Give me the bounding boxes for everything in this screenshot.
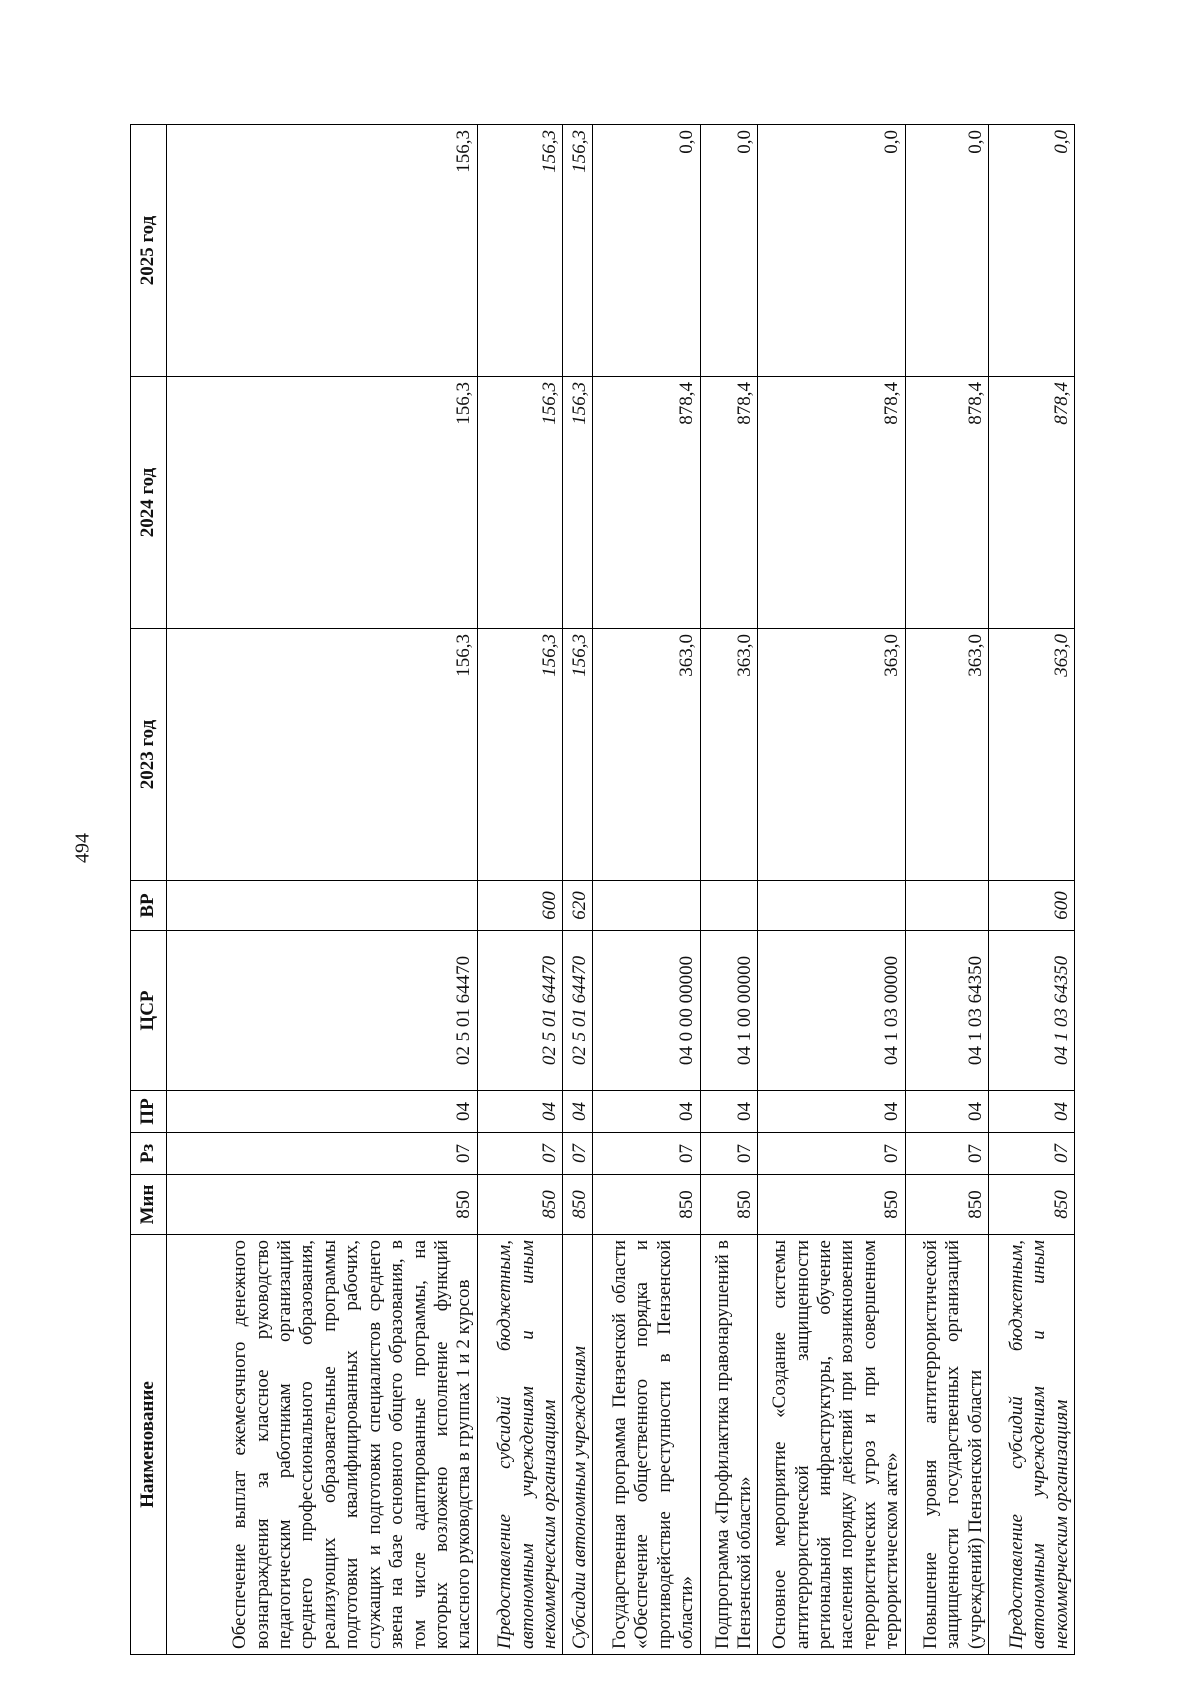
row-pr: 04	[700, 1091, 758, 1133]
row-2023: 156,3	[167, 629, 478, 881]
page-number: 494	[71, 833, 94, 863]
row-csr: 02 5 01 64470	[477, 931, 563, 1091]
row-2025: 156,3	[477, 125, 563, 377]
header-row	[131, 125, 167, 1655]
row-2024: 878,4	[593, 377, 700, 629]
table-row	[477, 125, 563, 1655]
row-pr: 04	[905, 1091, 989, 1133]
row-2023: 156,3	[563, 629, 593, 881]
header-2025: 2025 год	[131, 125, 167, 377]
header-name: Наименование	[131, 1235, 167, 1655]
row-2023: 156,3	[477, 629, 563, 881]
row-2023: 363,0	[989, 629, 1075, 881]
row-csr: 04 1 00 00000	[700, 931, 758, 1091]
row-min: 850	[477, 1175, 563, 1235]
row-2024: 156,3	[477, 377, 563, 629]
row-rz: 07	[700, 1133, 758, 1175]
row-vr: 620	[563, 881, 593, 931]
row-name: Повышение уровня антитеррористической защищенности государственных организаций (учреждений) Пензенской области	[905, 1235, 989, 1655]
row-min: 850	[563, 1175, 593, 1235]
row-vr: 600	[477, 881, 563, 931]
table-row	[905, 125, 989, 1655]
row-name: Государственная программа Пензенской области «Обеспечение общественного порядка и противодействие преступности в Пензенской области»	[593, 1235, 700, 1655]
row-name: Предоставление субсидий бюджетным, автономным учреждениям и иным некоммерческим организациям	[989, 1235, 1075, 1655]
row-rz: 07	[989, 1133, 1075, 1175]
header-pr: ПР	[131, 1091, 167, 1133]
row-2023: 363,0	[758, 629, 905, 881]
row-2025: 0,0	[989, 125, 1075, 377]
row-rz: 07	[758, 1133, 905, 1175]
row-2023: 363,0	[593, 629, 700, 881]
row-pr: 04	[989, 1091, 1075, 1133]
budget-table	[130, 124, 1075, 1655]
row-2024: 878,4	[905, 377, 989, 629]
table-row	[593, 125, 700, 1655]
table-row	[989, 125, 1075, 1655]
row-pr: 04	[563, 1091, 593, 1133]
row-rz: 07	[563, 1133, 593, 1175]
row-rz: 07	[593, 1133, 700, 1175]
header-vr: ВР	[131, 881, 167, 931]
row-vr	[758, 881, 905, 931]
row-min: 850	[700, 1175, 758, 1235]
row-min: 850	[758, 1175, 905, 1235]
header-2023: 2023 год	[131, 629, 167, 881]
rotated-table-frame	[130, 125, 1075, 1655]
row-2025: 0,0	[700, 125, 758, 377]
header-min: Мин	[131, 1175, 167, 1235]
header-csr: ЦСР	[131, 931, 167, 1091]
table-row	[700, 125, 758, 1655]
row-2024: 878,4	[700, 377, 758, 629]
row-min: 850	[593, 1175, 700, 1235]
row-min: 850	[989, 1175, 1075, 1235]
row-csr: 04 1 03 64350	[989, 931, 1075, 1091]
row-vr	[700, 881, 758, 931]
row-2025: 156,3	[563, 125, 593, 377]
row-2025: 0,0	[905, 125, 989, 377]
row-name: Подпрограмма «Профилактика правонарушений в Пензенской области»	[700, 1235, 758, 1655]
row-vr	[593, 881, 700, 931]
row-2023: 363,0	[700, 629, 758, 881]
row-2025: 156,3	[167, 125, 478, 377]
row-2024: 156,3	[563, 377, 593, 629]
row-2025: 0,0	[593, 125, 700, 377]
row-name: Обеспечение выплат ежемесячного денежного вознаграждения за классное руководство педагогическим работникам организаций среднего профессионального образования, реализующих образовательные программы подготовки квалифицированных рабочих, служащих и подготовки специалистов среднего звена на базе основного общего образования, в том числе адаптированные программы, на которых возложено исполнение функций классного руководства в группах 1 и 2 курсов	[167, 1235, 478, 1655]
row-name: Субсидии автономным учреждениям	[563, 1235, 593, 1655]
table-row	[758, 125, 905, 1655]
row-min: 850	[905, 1175, 989, 1235]
row-name: Основное мероприятие «Создание системы антитеррористической защищенности региональной инфраструктуры, обучение населения порядку действий при возникновении террористических угроз и при совершенном террористическом акте»	[758, 1235, 905, 1655]
row-rz: 07	[167, 1133, 478, 1175]
row-2024: 156,3	[167, 377, 478, 629]
row-pr: 04	[593, 1091, 700, 1133]
header-2024: 2024 год	[131, 377, 167, 629]
table-row	[563, 125, 593, 1655]
row-csr: 04 1 03 00000	[758, 931, 905, 1091]
row-csr: 02 5 01 64470	[563, 931, 593, 1091]
table-row	[167, 125, 478, 1655]
row-pr: 04	[477, 1091, 563, 1133]
row-rz: 07	[477, 1133, 563, 1175]
row-2024: 878,4	[758, 377, 905, 629]
row-2025: 0,0	[758, 125, 905, 377]
row-rz: 07	[905, 1133, 989, 1175]
row-vr: 600	[989, 881, 1075, 931]
row-csr: 04 0 00 00000	[593, 931, 700, 1091]
row-csr: 02 5 01 64470	[167, 931, 478, 1091]
row-2024: 878,4	[989, 377, 1075, 629]
row-pr: 04	[167, 1091, 478, 1133]
row-vr	[905, 881, 989, 931]
row-min: 850	[167, 1175, 478, 1235]
row-name: Предоставление субсидий бюджетным, автономным учреждениям и иным некоммерческим организациям	[477, 1235, 563, 1655]
row-2023: 363,0	[905, 629, 989, 881]
header-rz: Рз	[131, 1133, 167, 1175]
row-pr: 04	[758, 1091, 905, 1133]
row-csr: 04 1 03 64350	[905, 931, 989, 1091]
row-vr	[167, 881, 478, 931]
